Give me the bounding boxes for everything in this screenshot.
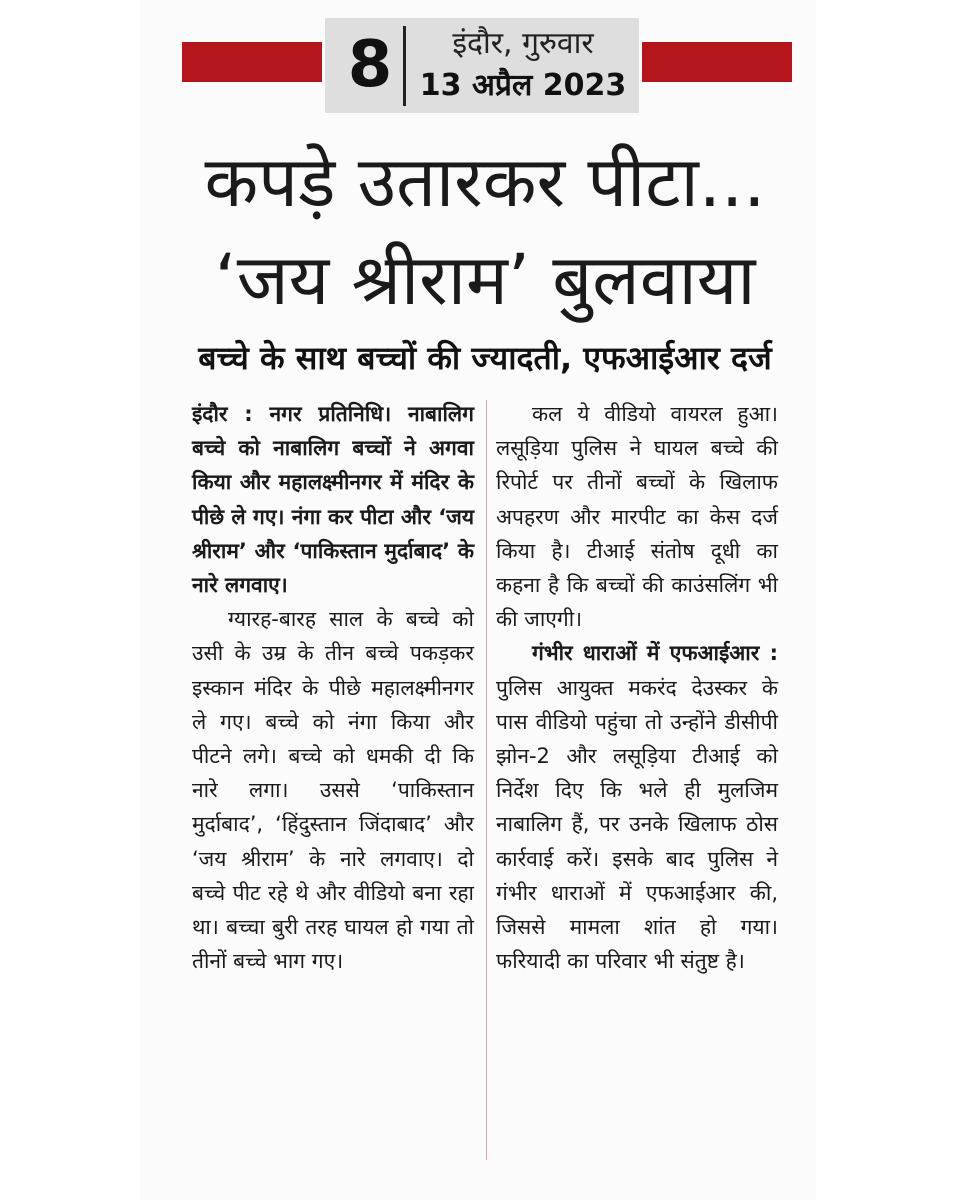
page-number: 8 — [347, 28, 393, 102]
column-divider — [486, 400, 487, 1160]
article-body-left: ग्यारह-बारह साल के बच्चे को उसी के उम्र के तीन बच्चे पकड़कर इस्कान मंदिर के पीछे महालक्ष्मीनगर ले गए। बच्चे को नंगा किया और पीटने लगे। बच्चे को धमकी दी कि नारे लगा। उससे ‘पाकिस्तान मुर्दाबाद’, ‘हिंदुस्तान जिंदाबाद’ और ‘जय श्रीराम’ के नारे लगवाए। दो बच्चे पीट रहे थे और वीडियो बना रहा था। बच्चा बुरी तरह घायल हो गया तो तीनों बच्चे भाग गए। — [192, 607, 474, 974]
article-right-column — [496, 397, 778, 978]
subheadline: बच्चे के साथ बच्चों की ज्यादती, एफआईआर दर्ज — [198, 339, 772, 377]
article-para-2: पुलिस आयुक्त मकरंद देउस्कर के पास वीडियो पहुंचा तो उन्होंने डीसीपी झोन-2 और लसूड़िया टीआई को निर्देश दिए कि भले ही मुलजिम नाबालिग हैं, पर उनके खिलाफ ठोस कार्रवाई करें। इसके बाद पुलिस ने गंभीर धाराओं में एफआईआर की, जिससे मामला शांत हो गया। फरियादी का परिवार भी संतुष्ट है। — [496, 675, 778, 974]
article-subhead: गंभीर धाराओं में एफआईआर : — [532, 641, 778, 666]
article-lead: इंदौर : नगर प्रतिनिधि। नाबालिग बच्चे को नाबालिग बच्चों ने अगवा किया और महालक्ष्मीनगर में मंदिर के पीछे ले गए। नंगा कर पीटा और ‘जय श्रीराम’ और ‘पाकिस्तान मुर्दाबाद’ के नारे लगवाए। — [192, 402, 474, 598]
masthead-date: 13 अप्रैल 2023 — [419, 68, 627, 103]
masthead-city-day: इंदौर, गुरुवार — [452, 26, 594, 61]
masthead-red-bar-right — [642, 42, 792, 82]
article-left-column — [192, 397, 474, 978]
headline-line-1: कपड़े उतारकर पीटा... — [204, 141, 766, 223]
masthead-red-bar-left — [182, 42, 322, 82]
headline-line-2: ‘जय श्रीराम’ बुलवाया — [214, 239, 756, 321]
masthead-divider — [403, 26, 406, 106]
article-para-1: कल ये वीडियो वायरल हुआ। लसूड़िया पुलिस ने घायल बच्चे की रिपोर्ट पर तीनों बच्चों के खिलाफ अपहरण और मारपीट का केस दर्ज किया है। टीआई संतोष दूधी का कहना है कि बच्चों की काउंसलिंग भी की जाएगी। — [496, 402, 778, 632]
